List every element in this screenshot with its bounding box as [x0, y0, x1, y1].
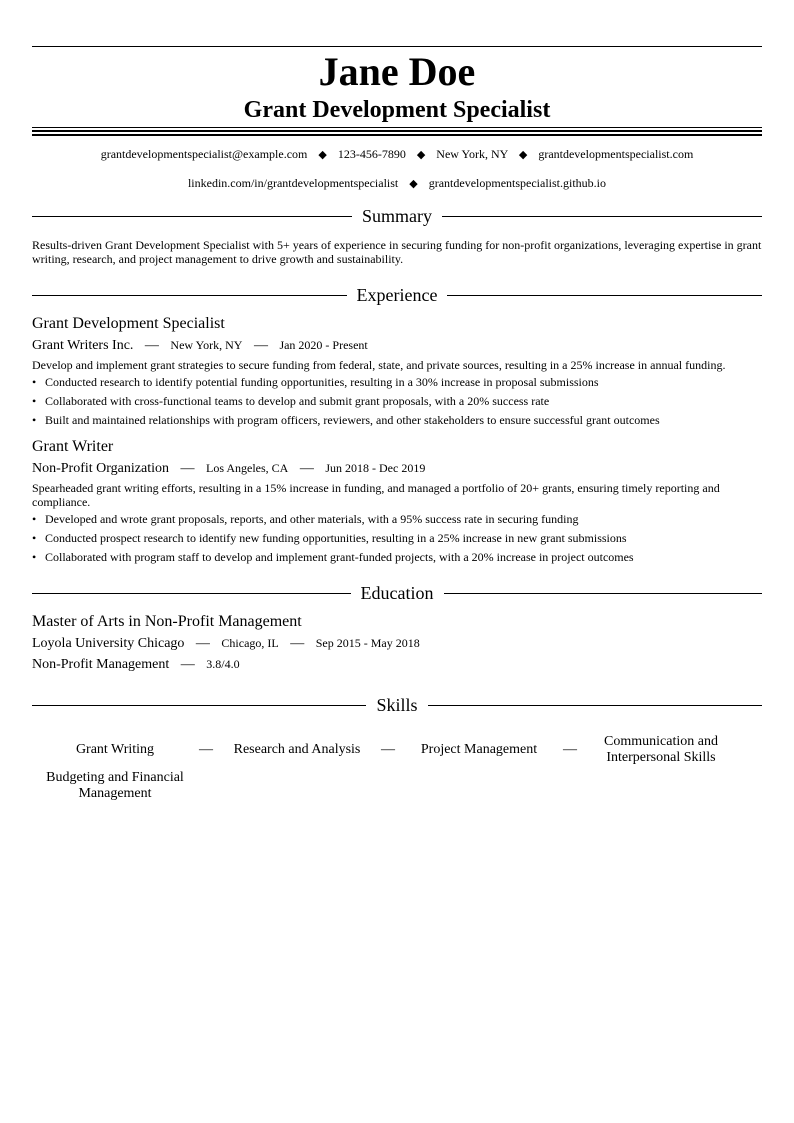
job-location: Los Angeles, CA [206, 461, 289, 475]
job-dates: Jan 2020 - Present [279, 338, 368, 352]
candidate-title: Grant Development Specialist [243, 97, 551, 123]
resume-page [32, 46, 762, 802]
school-location: Chicago, IL [221, 636, 279, 650]
skill-item: Grant Writing [75, 742, 155, 757]
list-item: • Conducted prospect research to identify new funding opportunities, resulting in a 25% increase in new grant submissions [32, 531, 627, 545]
skills-list [32, 734, 762, 802]
skill-item: Research and Analysis [233, 742, 361, 757]
field-of-study: Non-Profit Management [32, 657, 170, 672]
summary-heading [32, 205, 762, 227]
summary-text: Results-driven Grant Development Specialist with 5+ years of experience in securing funding for non-profit organizations, leveraging expertise in grant writing, research, and project management to drive growth and sustainability. [32, 238, 762, 266]
bullet-icon: • [32, 375, 37, 389]
candidate-name: Jane Doe [318, 49, 476, 94]
company: Non-Profit Organization [32, 461, 169, 476]
degree: Master of Arts in Non-Profit Management [32, 613, 302, 630]
dash-separator: — [195, 636, 210, 651]
diamond-icon: ◆ [518, 149, 528, 161]
education-heading [32, 582, 762, 604]
bullet-icon: • [32, 550, 37, 564]
education-entry [32, 612, 762, 674]
education-meta [32, 634, 762, 653]
bullet-icon: • [32, 394, 37, 408]
location: New York, NY [436, 147, 508, 161]
header-rule [32, 127, 762, 136]
list-item: • Collaborated with program staff to develop and implement grant-funded projects, with a 20% increase in project outcomes [32, 550, 634, 564]
job-description: Spearheaded grant writing efforts, resulting in a 15% increase in funding, and managed a portfolio of 20+ grants, ensuring timely reporting and compliance. [32, 481, 720, 509]
experience-heading [32, 284, 762, 306]
school: Loyola University Chicago [32, 636, 185, 651]
education-dates: Sep 2015 - May 2018 [315, 636, 420, 650]
dash-separator: — [180, 461, 195, 476]
skill-item: Project Management [420, 742, 538, 757]
top-rule [32, 46, 762, 47]
skill-item: Budgeting and Financial Management [46, 770, 184, 801]
bullet-icon: • [32, 512, 37, 526]
dash-separator: — [299, 461, 314, 476]
dash-separator: — [144, 338, 159, 353]
dash-separator: — [199, 742, 213, 757]
dash-separator: — [563, 742, 577, 757]
job-entry [32, 437, 762, 564]
phone-number: 123-456-7890 [337, 147, 406, 161]
bullet-icon: • [32, 531, 37, 545]
job-title: Grant Writer [32, 438, 114, 455]
contact-row-1 [32, 147, 762, 162]
job-bullets [32, 375, 762, 427]
skill-item: Communication and Interpersonal Skills [604, 734, 718, 765]
section-title: Education [360, 583, 434, 603]
contact-row-2 [32, 176, 762, 191]
dash-separator: — [253, 338, 268, 353]
github-link[interactable]: grantdevelopmentspecialist.github.io [428, 176, 607, 190]
section-title: Experience [356, 285, 438, 305]
list-item: • Built and maintained relationships with program officers, reviewers, and other stakeholders to ensure successful grant outcomes [32, 413, 660, 427]
list-item: • Developed and wrote grant proposals, reports, and other materials, with a 95% success rate in securing funding [32, 512, 579, 526]
section-title: Summary [362, 206, 432, 226]
job-title: Grant Development Specialist [32, 315, 225, 332]
job-meta [32, 459, 762, 478]
dash-separator: — [381, 742, 395, 757]
job-description: Develop and implement grant strategies to secure funding from federal, state, and private sources, resulting in a 25% increase in annual funding. [32, 358, 726, 372]
diamond-icon: ◆ [409, 178, 418, 190]
list-item: • Collaborated with cross-functional teams to develop and submit grant proposals, with a 20% success rate [32, 394, 550, 408]
dash-separator: — [290, 636, 305, 651]
dash-separator: — [180, 657, 195, 672]
bullet-icon: • [32, 413, 37, 427]
job-entry [32, 314, 762, 427]
diamond-icon: ◆ [318, 149, 327, 161]
website-link[interactable]: grantdevelopmentspecialist.com [538, 147, 694, 161]
job-location: New York, NY [170, 338, 243, 352]
job-dates: Jun 2018 - Dec 2019 [325, 461, 426, 475]
email-link[interactable]: grantdevelopmentspecialist@example.com [100, 147, 308, 161]
list-item: • Conducted research to identify potential funding opportunities, resulting in a 30% increase in proposal submissions [32, 375, 599, 389]
section-title: Skills [376, 695, 418, 715]
gpa: 3.8/4.0 [206, 657, 240, 671]
linkedin-link[interactable]: linkedin.com/in/grantdevelopmentspecialist [187, 176, 399, 190]
skills-heading [32, 694, 762, 716]
diamond-icon: ◆ [416, 149, 426, 161]
company: Grant Writers Inc. [32, 338, 134, 353]
field-gpa [32, 655, 762, 674]
job-meta [32, 336, 762, 355]
job-bullets [32, 512, 762, 564]
